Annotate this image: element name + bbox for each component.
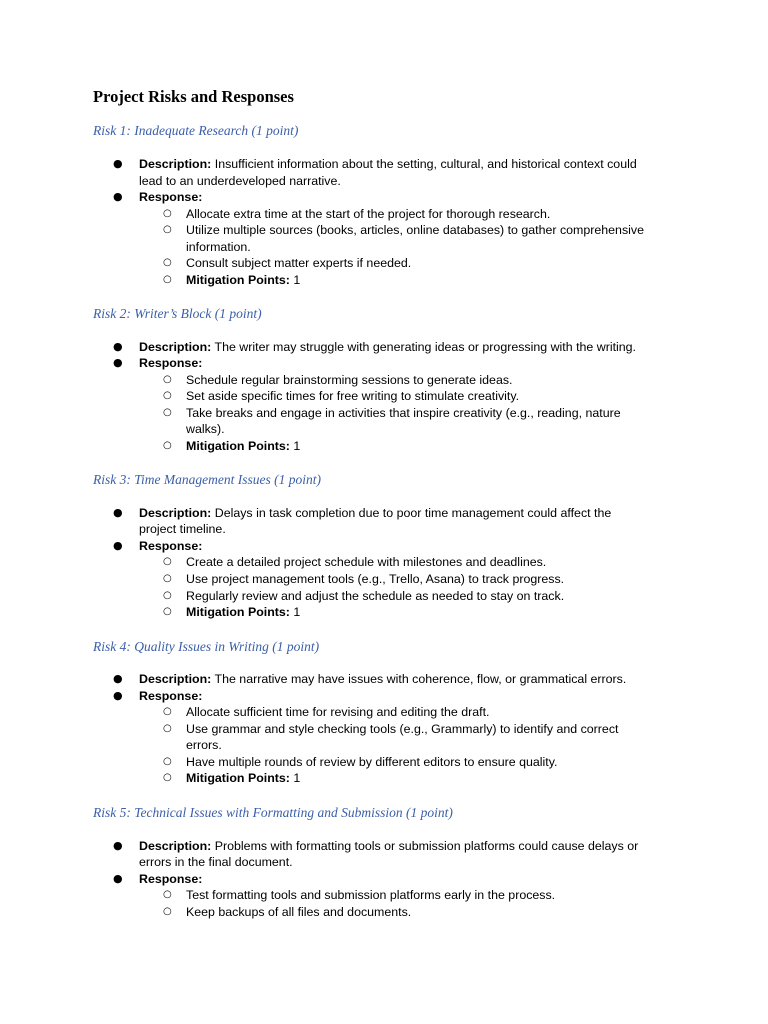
mitigation-label: Mitigation Points: <box>186 605 290 619</box>
circle-bullet-icon: ○ <box>163 208 172 219</box>
risk-1-description-line-1: Insufficient information about the setting, cultural, and historical context could <box>214 157 637 171</box>
risk-2-response-1: Schedule regular brainstorming sessions to generate ideas. <box>186 373 513 387</box>
risk-4-response-2: Use grammar and style checking tools (e.g., Grammarly) to identify and correct <box>186 722 619 736</box>
bullet-icon: ● <box>113 157 123 170</box>
risk-4-mitigation <box>186 770 300 787</box>
risk-2-description-line-1: The writer may struggle with generating ideas or progressing with the writing. <box>214 340 636 354</box>
description-label: Description: <box>139 839 212 853</box>
circle-bullet-icon: ○ <box>163 257 172 268</box>
risk-4-response-3: Have multiple rounds of review by different editors to ensure quality. <box>186 755 558 769</box>
risk-3-response-2: Use project management tools (e.g., Trello, Asana) to track progress. <box>186 572 565 586</box>
risk-5-description-line-2: errors in the final document. <box>139 855 293 869</box>
bullet-icon: ● <box>113 190 123 203</box>
bullet-icon: ● <box>113 506 123 519</box>
circle-bullet-icon: ○ <box>163 374 172 385</box>
risk-2-response-3: Take breaks and engage in activities that inspire creativity (e.g., reading, nature <box>186 406 621 420</box>
risk-3-description-line-1: Delays in task completion due to poor time management could affect the <box>214 506 612 520</box>
risk-4-description-line-1: The narrative may have issues with coherence, flow, or grammatical errors. <box>214 672 627 686</box>
risk-4-response-label: Response: <box>139 689 203 703</box>
risk-5-description-line-1: Problems with formatting tools or submission platforms could cause delays or <box>214 839 639 853</box>
risk-1-mitigation <box>186 272 300 289</box>
risk-1-response-1: Allocate extra time at the start of the project for thorough research. <box>186 207 551 221</box>
risk-5-description <box>139 838 638 855</box>
risk-4-response-2-cont: errors. <box>186 738 222 752</box>
risk-3-mitigation <box>186 604 300 621</box>
description-label: Description: <box>139 506 212 520</box>
mitigation-label: Mitigation Points: <box>186 273 290 287</box>
risk-3-response-3: Regularly review and adjust the schedule as needed to stay on track. <box>186 589 565 603</box>
bullet-icon: ● <box>113 340 123 353</box>
risk-1-response-2: Utilize multiple sources (books, articles, online databases) to gather comprehensive <box>186 223 644 237</box>
risk-1-response-label: Response: <box>139 190 203 204</box>
risk-2-response-label: Response: <box>139 356 203 370</box>
circle-bullet-icon: ○ <box>163 440 172 451</box>
risk-1-response-2-cont: information. <box>186 240 251 254</box>
bullet-icon: ● <box>113 689 123 702</box>
risk-3-response-label: Response: <box>139 539 203 553</box>
risk-4-mitigation-value: 1 <box>293 771 301 785</box>
description-label: Description: <box>139 672 212 686</box>
mitigation-label: Mitigation Points: <box>186 771 290 785</box>
circle-bullet-icon: ○ <box>163 723 172 734</box>
circle-bullet-icon: ○ <box>163 772 172 783</box>
circle-bullet-icon: ○ <box>163 573 172 584</box>
risk-4-description <box>139 671 626 688</box>
bullet-icon: ● <box>113 872 123 885</box>
risk-5-response-1: Test formatting tools and submission platforms early in the process. <box>186 888 556 902</box>
description-label: Description: <box>139 340 212 354</box>
circle-bullet-icon: ○ <box>163 390 172 401</box>
description-label: Description: <box>139 157 212 171</box>
risk-2-heading: Risk 2: Writer’s Block (1 point) <box>93 306 262 321</box>
circle-bullet-icon: ○ <box>163 756 172 767</box>
risk-4-heading: Risk 4: Quality Issues in Writing (1 point) <box>93 639 320 654</box>
circle-bullet-icon: ○ <box>163 407 172 418</box>
risk-1-description <box>139 156 637 173</box>
risk-1-response-3: Consult subject matter experts if needed. <box>186 256 412 270</box>
risk-1-mitigation-value: 1 <box>293 273 301 287</box>
risk-3-mitigation-value: 1 <box>293 605 301 619</box>
bullet-icon: ● <box>113 356 123 369</box>
risk-3-response-1: Create a detailed project schedule with milestones and deadlines. <box>186 555 547 569</box>
risk-2-description <box>139 339 636 356</box>
circle-bullet-icon: ○ <box>163 224 172 235</box>
circle-bullet-icon: ○ <box>163 889 172 900</box>
risk-1-heading: Risk 1: Inadequate Research (1 point) <box>93 123 299 138</box>
risk-5-response-label: Response: <box>139 872 203 886</box>
risk-3-description-line-2: project timeline. <box>139 522 226 536</box>
circle-bullet-icon: ○ <box>163 556 172 567</box>
bullet-icon: ● <box>113 839 123 852</box>
risk-2-mitigation-value: 1 <box>293 439 301 453</box>
risk-4-response-1: Allocate sufficient time for revising and editing the draft. <box>186 705 490 719</box>
bullet-icon: ● <box>113 672 123 685</box>
bullet-icon: ● <box>113 539 123 552</box>
risk-2-response-3-cont: walks). <box>186 422 225 436</box>
risk-1-description-line-2: lead to an underdeveloped narrative. <box>139 174 341 188</box>
risk-2-response-2: Set aside specific times for free writing to stimulate creativity. <box>186 389 520 403</box>
circle-bullet-icon: ○ <box>163 906 172 917</box>
risk-3-heading: Risk 3: Time Management Issues (1 point) <box>93 472 321 487</box>
risk-2-mitigation <box>186 438 300 455</box>
page-title: Project Risks and Responses <box>93 87 294 106</box>
circle-bullet-icon: ○ <box>163 706 172 717</box>
risk-3-description <box>139 505 611 522</box>
circle-bullet-icon: ○ <box>163 274 172 285</box>
circle-bullet-icon: ○ <box>163 590 172 601</box>
mitigation-label: Mitigation Points: <box>186 439 290 453</box>
risk-5-response-2: Keep backups of all files and documents. <box>186 905 412 919</box>
risk-5-heading: Risk 5: Technical Issues with Formatting and Submission (1 point) <box>93 805 453 820</box>
circle-bullet-icon: ○ <box>163 606 172 617</box>
